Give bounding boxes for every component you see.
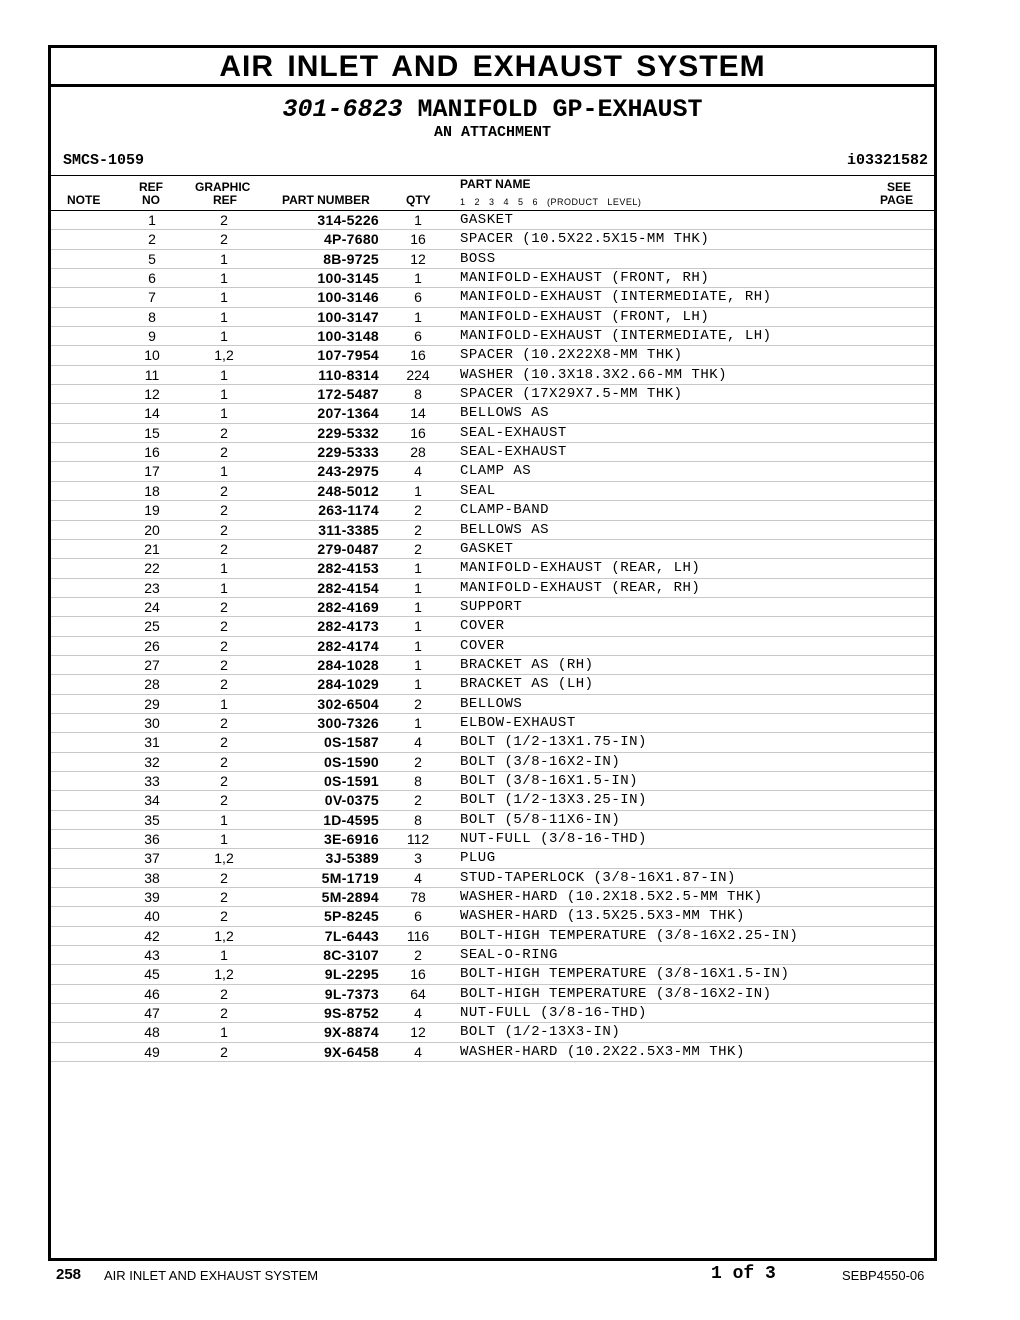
part-name: MANIFOLD-EXHAUST (INTERMEDIATE, LH)	[460, 328, 772, 345]
graphic-ref: 1	[220, 308, 228, 325]
quantity: 16	[410, 347, 426, 364]
part-number[interactable]: 9S-8752	[323, 1005, 379, 1022]
graphic-ref: 1	[220, 831, 228, 847]
table-row	[51, 482, 934, 501]
quantity: 8	[414, 386, 422, 403]
quantity: 1	[414, 598, 422, 615]
part-name: BOLT-HIGH TEMPERATURE (3/8-16X2-IN)	[460, 985, 772, 1002]
table-row	[51, 366, 934, 385]
graphic-ref: 2	[220, 444, 228, 461]
table-row	[51, 927, 934, 946]
graphic-ref: 2	[220, 908, 228, 925]
quantity: 3	[414, 850, 422, 867]
part-number[interactable]: 248-5012	[317, 482, 379, 499]
graphic-ref: 1	[220, 811, 228, 828]
part-number[interactable]: 5M-1719	[321, 869, 379, 886]
quantity: 1	[414, 482, 422, 499]
quantity: 4	[414, 1043, 422, 1060]
part-number[interactable]: 282-4154	[317, 579, 379, 596]
table-row	[51, 733, 934, 752]
quantity: 14	[410, 405, 426, 422]
col-part-number: PART NUMBER	[282, 193, 370, 207]
part-number[interactable]: 110-8314	[318, 366, 379, 383]
part-number[interactable]: 282-4169	[317, 598, 379, 615]
illustration-id: i03321582	[846, 152, 928, 169]
graphic-ref: 1	[220, 405, 228, 422]
ref-no: 38	[144, 869, 160, 886]
part-number[interactable]: 311-3385	[318, 521, 379, 538]
graphic-ref: 1	[220, 386, 228, 403]
part-number[interactable]: 3J-5389	[325, 850, 379, 867]
ref-no: 10	[144, 347, 160, 364]
graphic-ref: 2	[220, 734, 228, 751]
group-number[interactable]: 301-6823	[282, 95, 403, 124]
table-row	[51, 1023, 934, 1042]
col-part-name: PART NAME	[460, 177, 531, 191]
part-number[interactable]: 100-3148	[317, 328, 379, 345]
part-name: BOLT (5/8-11X6-IN)	[460, 811, 621, 828]
graphic-ref: 2	[220, 1005, 228, 1022]
quantity: 16	[410, 231, 426, 248]
table-row	[51, 772, 934, 791]
part-name: BOLT (3/8-16X1.5-IN)	[460, 772, 639, 789]
part-name: SEAL-EXHAUST	[460, 424, 567, 441]
ref-no: 17	[144, 463, 160, 480]
footer-page-number: 258	[56, 1266, 82, 1283]
part-name: BOLT (3/8-16X2-IN)	[460, 753, 621, 770]
part-number[interactable]: 7L-6443	[324, 927, 379, 944]
quantity: 112	[406, 831, 430, 847]
title-bar	[51, 48, 934, 87]
part-name: STUD-TAPERLOCK (3/8-16X1.87-IN)	[460, 869, 736, 886]
table-row	[51, 443, 934, 462]
table-row	[51, 811, 934, 830]
part-name: GASKET	[460, 540, 514, 557]
part-name: NUT-FULL (3/8-16-THD)	[460, 831, 647, 847]
graphic-ref: 1	[220, 366, 228, 383]
ref-no: 30	[144, 714, 160, 731]
part-number[interactable]: 279-0487	[317, 540, 379, 557]
graphic-ref: 1	[220, 579, 228, 596]
part-number[interactable]: 207-1364	[317, 405, 379, 422]
quantity: 6	[414, 328, 422, 345]
table-row	[51, 617, 934, 636]
graphic-ref: 1,2	[214, 850, 234, 867]
graphic-ref: 2	[220, 656, 228, 673]
graphic-ref: 2	[220, 676, 228, 693]
ref-no: 37	[144, 850, 160, 867]
graphic-ref: 2	[220, 424, 228, 441]
quantity: 2	[414, 947, 422, 964]
part-name: BOLT-HIGH TEMPERATURE (3/8-16X2.25-IN)	[460, 927, 799, 944]
table-row	[51, 869, 934, 888]
part-name: COVER	[460, 618, 505, 635]
ref-no: 27	[144, 656, 160, 673]
quantity: 8	[414, 811, 422, 828]
col-ref-bottom: NO	[142, 193, 160, 207]
table-row	[51, 598, 934, 617]
part-name: BOLT (1/2-13X1.75-IN)	[460, 734, 647, 751]
ref-no: 18	[144, 482, 160, 499]
ref-no: 7	[148, 289, 156, 306]
table-row	[51, 849, 934, 868]
quantity: 4	[414, 734, 422, 751]
part-number[interactable]: 282-4173	[317, 618, 379, 635]
graphic-ref: 2	[220, 540, 228, 557]
part-number[interactable]: 282-4174	[317, 637, 379, 654]
parts-table-body	[51, 211, 934, 1062]
graphic-ref: 2	[220, 598, 228, 615]
graphic-ref: 1	[220, 289, 228, 306]
graphic-ref: 2	[220, 889, 228, 906]
part-number[interactable]: 0S-1587	[323, 734, 379, 751]
table-row	[51, 791, 934, 810]
table-row	[51, 637, 934, 656]
quantity: 1	[414, 560, 422, 577]
ref-no: 6	[148, 270, 156, 287]
table-row	[51, 308, 934, 327]
part-name: SEAL-O-RING	[460, 947, 558, 964]
quantity: 6	[414, 908, 422, 925]
quantity: 78	[410, 889, 426, 906]
quantity: 2	[414, 792, 422, 809]
table-row	[51, 250, 934, 269]
part-name: SEAL-EXHAUST	[460, 444, 567, 461]
quantity: 1	[414, 308, 422, 325]
part-number[interactable]: 100-3146	[317, 289, 379, 306]
part-name: WASHER-HARD (13.5X25.5X3-MM THK)	[460, 908, 745, 925]
table-row	[51, 540, 934, 559]
part-number[interactable]: 4P-7680	[323, 231, 379, 248]
table-row	[51, 1043, 934, 1062]
table-row	[51, 269, 934, 288]
part-name: BOSS	[460, 250, 496, 267]
quantity: 224	[406, 366, 430, 383]
ref-no: 11	[144, 366, 160, 383]
ref-no: 19	[144, 502, 160, 519]
quantity: 16	[410, 966, 426, 983]
table-row	[51, 656, 934, 675]
part-number[interactable]: 0S-1591	[323, 772, 379, 789]
quantity: 1	[414, 656, 422, 673]
quantity: 1	[414, 714, 422, 731]
part-number[interactable]: 0S-1590	[323, 753, 379, 770]
ref-no: 28	[144, 676, 160, 693]
part-name: SPACER (10.2X22X8-MM THK)	[460, 347, 683, 364]
ref-no: 25	[144, 618, 160, 635]
part-name: BOLT (1/2-13X3-IN)	[460, 1024, 621, 1041]
part-name: SEAL	[460, 482, 496, 499]
table-row	[51, 830, 934, 849]
ref-no: 40	[144, 908, 160, 925]
ref-no: 15	[144, 424, 160, 441]
table-row	[51, 965, 934, 984]
part-number[interactable]: 9L-2295	[324, 966, 379, 983]
part-number[interactable]: 263-1174	[318, 502, 379, 519]
part-name: PLUG	[460, 850, 496, 867]
part-number[interactable]: 9L-7373	[324, 985, 379, 1002]
page-title: AIR INLET AND EXHAUST SYSTEM	[219, 50, 766, 83]
quantity: 2	[414, 502, 422, 519]
quantity: 12	[410, 250, 426, 267]
ref-no: 33	[144, 772, 160, 789]
col-see-bottom: PAGE	[880, 193, 914, 207]
ref-no: 2	[148, 231, 156, 248]
quantity: 1	[414, 270, 422, 287]
part-number[interactable]: 100-3147	[317, 308, 379, 325]
group-title	[51, 87, 934, 124]
col-see-top: SEE	[887, 180, 912, 194]
part-name: WASHER-HARD (10.2X22.5X3-MM THK)	[460, 1043, 745, 1060]
part-number[interactable]: 9X-8874	[323, 1024, 379, 1041]
table-row	[51, 675, 934, 694]
col-graphic-top: GRAPHIC	[195, 180, 251, 194]
ref-no: 5	[148, 250, 156, 267]
quantity: 1	[414, 637, 422, 654]
part-name: COVER	[460, 637, 505, 654]
part-number[interactable]: 107-7954	[317, 347, 379, 364]
quantity: 2	[414, 753, 422, 770]
part-number[interactable]: 5P-8245	[323, 908, 379, 925]
ref-no: 49	[144, 1043, 160, 1060]
part-number[interactable]: 1D-4595	[323, 811, 379, 828]
graphic-ref: 2	[220, 869, 228, 886]
part-name: MANIFOLD-EXHAUST (REAR, RH)	[460, 579, 701, 596]
ref-no: 36	[144, 831, 160, 847]
quantity: 1	[414, 579, 422, 596]
group-heading	[51, 87, 934, 175]
table-row	[51, 288, 934, 307]
graphic-ref: 1	[220, 328, 228, 345]
part-number[interactable]: 302-6504	[317, 695, 379, 712]
part-name: MANIFOLD-EXHAUST (REAR, LH)	[460, 560, 701, 577]
graphic-ref: 2	[220, 1043, 228, 1060]
graphic-ref: 1	[220, 695, 228, 712]
attachment-label: AN ATTACHMENT	[433, 124, 552, 141]
part-number[interactable]: 8C-3107	[323, 947, 379, 964]
graphic-ref: 1	[220, 270, 228, 287]
graphic-ref: 2	[220, 637, 228, 654]
part-name: WASHER (10.3X18.3X2.66-MM THK)	[460, 366, 728, 383]
part-name: BRACKET AS (RH)	[460, 656, 594, 673]
ref-no: 20	[144, 521, 160, 538]
part-number[interactable]: 300-7326	[317, 714, 379, 731]
table-row	[51, 985, 934, 1004]
table-row	[51, 385, 934, 404]
table-row	[51, 346, 934, 365]
quantity: 8	[414, 772, 422, 789]
ref-no: 46	[144, 985, 160, 1002]
quantity: 6	[414, 289, 422, 306]
col-note: NOTE	[67, 193, 101, 207]
graphic-ref: 1,2	[214, 927, 234, 944]
ref-no: 32	[144, 753, 160, 770]
ref-no: 24	[144, 598, 160, 615]
part-name: MANIFOLD-EXHAUST (FRONT, LH)	[460, 308, 710, 325]
parts-list-frame	[48, 45, 937, 1261]
graphic-ref: 2	[220, 521, 228, 538]
page-footer	[0, 1264, 1020, 1288]
ref-no: 23	[144, 579, 160, 596]
part-name: BELLOWS AS	[460, 521, 550, 538]
part-number[interactable]: 243-2975	[317, 463, 379, 480]
part-name: CLAMP-BAND	[460, 502, 550, 519]
table-row	[51, 521, 934, 540]
table-row	[51, 501, 934, 520]
table-row	[51, 404, 934, 423]
table-row	[51, 424, 934, 443]
quantity: 64	[410, 985, 426, 1002]
quantity: 1	[414, 212, 422, 228]
table-row	[51, 714, 934, 733]
quantity: 16	[410, 424, 426, 441]
graphic-ref: 2	[220, 772, 228, 789]
part-name: BOLT-HIGH TEMPERATURE (3/8-16X1.5-IN)	[460, 966, 790, 983]
part-name: BELLOWS	[460, 695, 523, 712]
graphic-ref: 1,2	[214, 347, 234, 364]
part-name: NUT-FULL (3/8-16-THD)	[460, 1005, 647, 1022]
quantity: 1	[414, 618, 422, 635]
part-name: ELBOW-EXHAUST	[460, 714, 576, 731]
group-name: MANIFOLD GP-EXHAUST	[417, 95, 703, 124]
smcs-code: SMCS-1059	[63, 152, 145, 169]
part-number[interactable]: 284-1029	[317, 676, 379, 693]
graphic-ref: 1	[220, 947, 228, 964]
table-row	[51, 946, 934, 965]
quantity: 4	[414, 463, 422, 480]
table-row	[51, 888, 934, 907]
table-row	[51, 579, 934, 598]
quantity: 1	[414, 676, 422, 693]
part-number[interactable]: 0V-0375	[324, 792, 379, 809]
ref-no: 47	[144, 1005, 160, 1022]
graphic-ref: 2	[220, 714, 228, 731]
part-name: SUPPORT	[460, 598, 523, 615]
graphic-ref: 2	[220, 231, 228, 248]
table-row	[51, 695, 934, 714]
part-number[interactable]: 229-5333	[317, 444, 379, 461]
part-name: BRACKET AS (LH)	[460, 676, 594, 693]
ref-no: 35	[144, 811, 160, 828]
table-row	[51, 1004, 934, 1023]
ref-no: 43	[144, 947, 160, 964]
ref-no: 29	[144, 695, 160, 712]
col-graphic-bottom: REF	[213, 193, 237, 207]
ref-no: 21	[144, 540, 160, 557]
table-row	[51, 907, 934, 926]
quantity: 12	[410, 1024, 426, 1041]
graphic-ref: 2	[220, 212, 228, 228]
quantity: 4	[414, 1005, 422, 1022]
quantity: 2	[414, 521, 422, 538]
table-header	[51, 175, 934, 211]
part-name: SPACER (10.5X22.5X15-MM THK)	[460, 231, 710, 248]
part-number[interactable]: 3E-6916	[323, 831, 379, 847]
ref-no: 14	[144, 405, 160, 422]
ref-no: 9	[148, 328, 156, 345]
part-name: MANIFOLD-EXHAUST (INTERMEDIATE, RH)	[460, 289, 772, 306]
graphic-ref: 1	[220, 560, 228, 577]
part-number[interactable]: 229-5332	[317, 424, 379, 441]
ref-no: 31	[144, 734, 160, 751]
part-number[interactable]: 5M-2894	[321, 889, 379, 906]
ref-no: 45	[144, 966, 160, 983]
quantity: 116	[406, 927, 430, 944]
graphic-ref: 2	[220, 792, 228, 809]
part-name: BELLOWS AS	[460, 405, 550, 422]
graphic-ref: 1	[220, 463, 228, 480]
footer-section: AIR INLET AND EXHAUST SYSTEM	[104, 1268, 319, 1283]
table-row	[51, 462, 934, 481]
graphic-ref: 1	[220, 250, 228, 267]
ref-no: 22	[144, 560, 160, 577]
graphic-ref: 2	[220, 502, 228, 519]
footer-page-of: 1 of 3	[711, 1264, 776, 1284]
ref-no: 34	[144, 792, 160, 809]
part-name: BOLT (1/2-13X3.25-IN)	[460, 792, 647, 809]
table-row	[51, 559, 934, 578]
quantity: 2	[414, 540, 422, 557]
table-row	[51, 327, 934, 346]
ref-no: 16	[144, 444, 160, 461]
ref-no: 12	[144, 386, 160, 403]
part-number[interactable]: 284-1028	[317, 656, 379, 673]
col-ref-top: REF	[139, 180, 163, 194]
part-name: SPACER (17X29X7.5-MM THK)	[460, 386, 683, 403]
col-qty: QTY	[406, 193, 431, 207]
graphic-ref: 2	[220, 618, 228, 635]
footer-doc-number: SEBP4550-06	[842, 1268, 925, 1283]
part-number[interactable]: 8B-9725	[323, 250, 379, 267]
ref-no: 48	[144, 1024, 160, 1041]
ref-no: 39	[144, 889, 160, 906]
part-name: WASHER-HARD (10.2X18.5X2.5-MM THK)	[460, 889, 763, 906]
part-number[interactable]: 282-4153	[317, 560, 379, 577]
table-row	[51, 211, 934, 230]
ref-no: 1	[148, 212, 156, 228]
ref-no: 8	[148, 308, 156, 325]
ref-no: 26	[144, 637, 160, 654]
part-name: GASKET	[460, 212, 514, 228]
part-name: MANIFOLD-EXHAUST (FRONT, RH)	[460, 270, 710, 287]
col-product-level: 1 2 3 4 5 6 (PRODUCT LEVEL)	[460, 197, 642, 207]
part-number[interactable]: 9X-6458	[323, 1043, 379, 1060]
graphic-ref: 1	[220, 1024, 228, 1041]
quantity: 4	[414, 869, 422, 886]
ref-no: 42	[144, 927, 160, 944]
part-number[interactable]: 314-5226	[317, 212, 379, 228]
quantity: 28	[410, 444, 426, 461]
part-number[interactable]: 100-3145	[317, 270, 379, 287]
graphic-ref: 2	[220, 985, 228, 1002]
table-row	[51, 753, 934, 772]
part-name: CLAMP AS	[460, 463, 532, 480]
part-number[interactable]: 172-5487	[317, 386, 379, 403]
graphic-ref: 2	[220, 482, 228, 499]
graphic-ref: 1,2	[214, 966, 234, 983]
quantity: 2	[414, 695, 422, 712]
table-row	[51, 230, 934, 249]
graphic-ref: 2	[220, 753, 228, 770]
